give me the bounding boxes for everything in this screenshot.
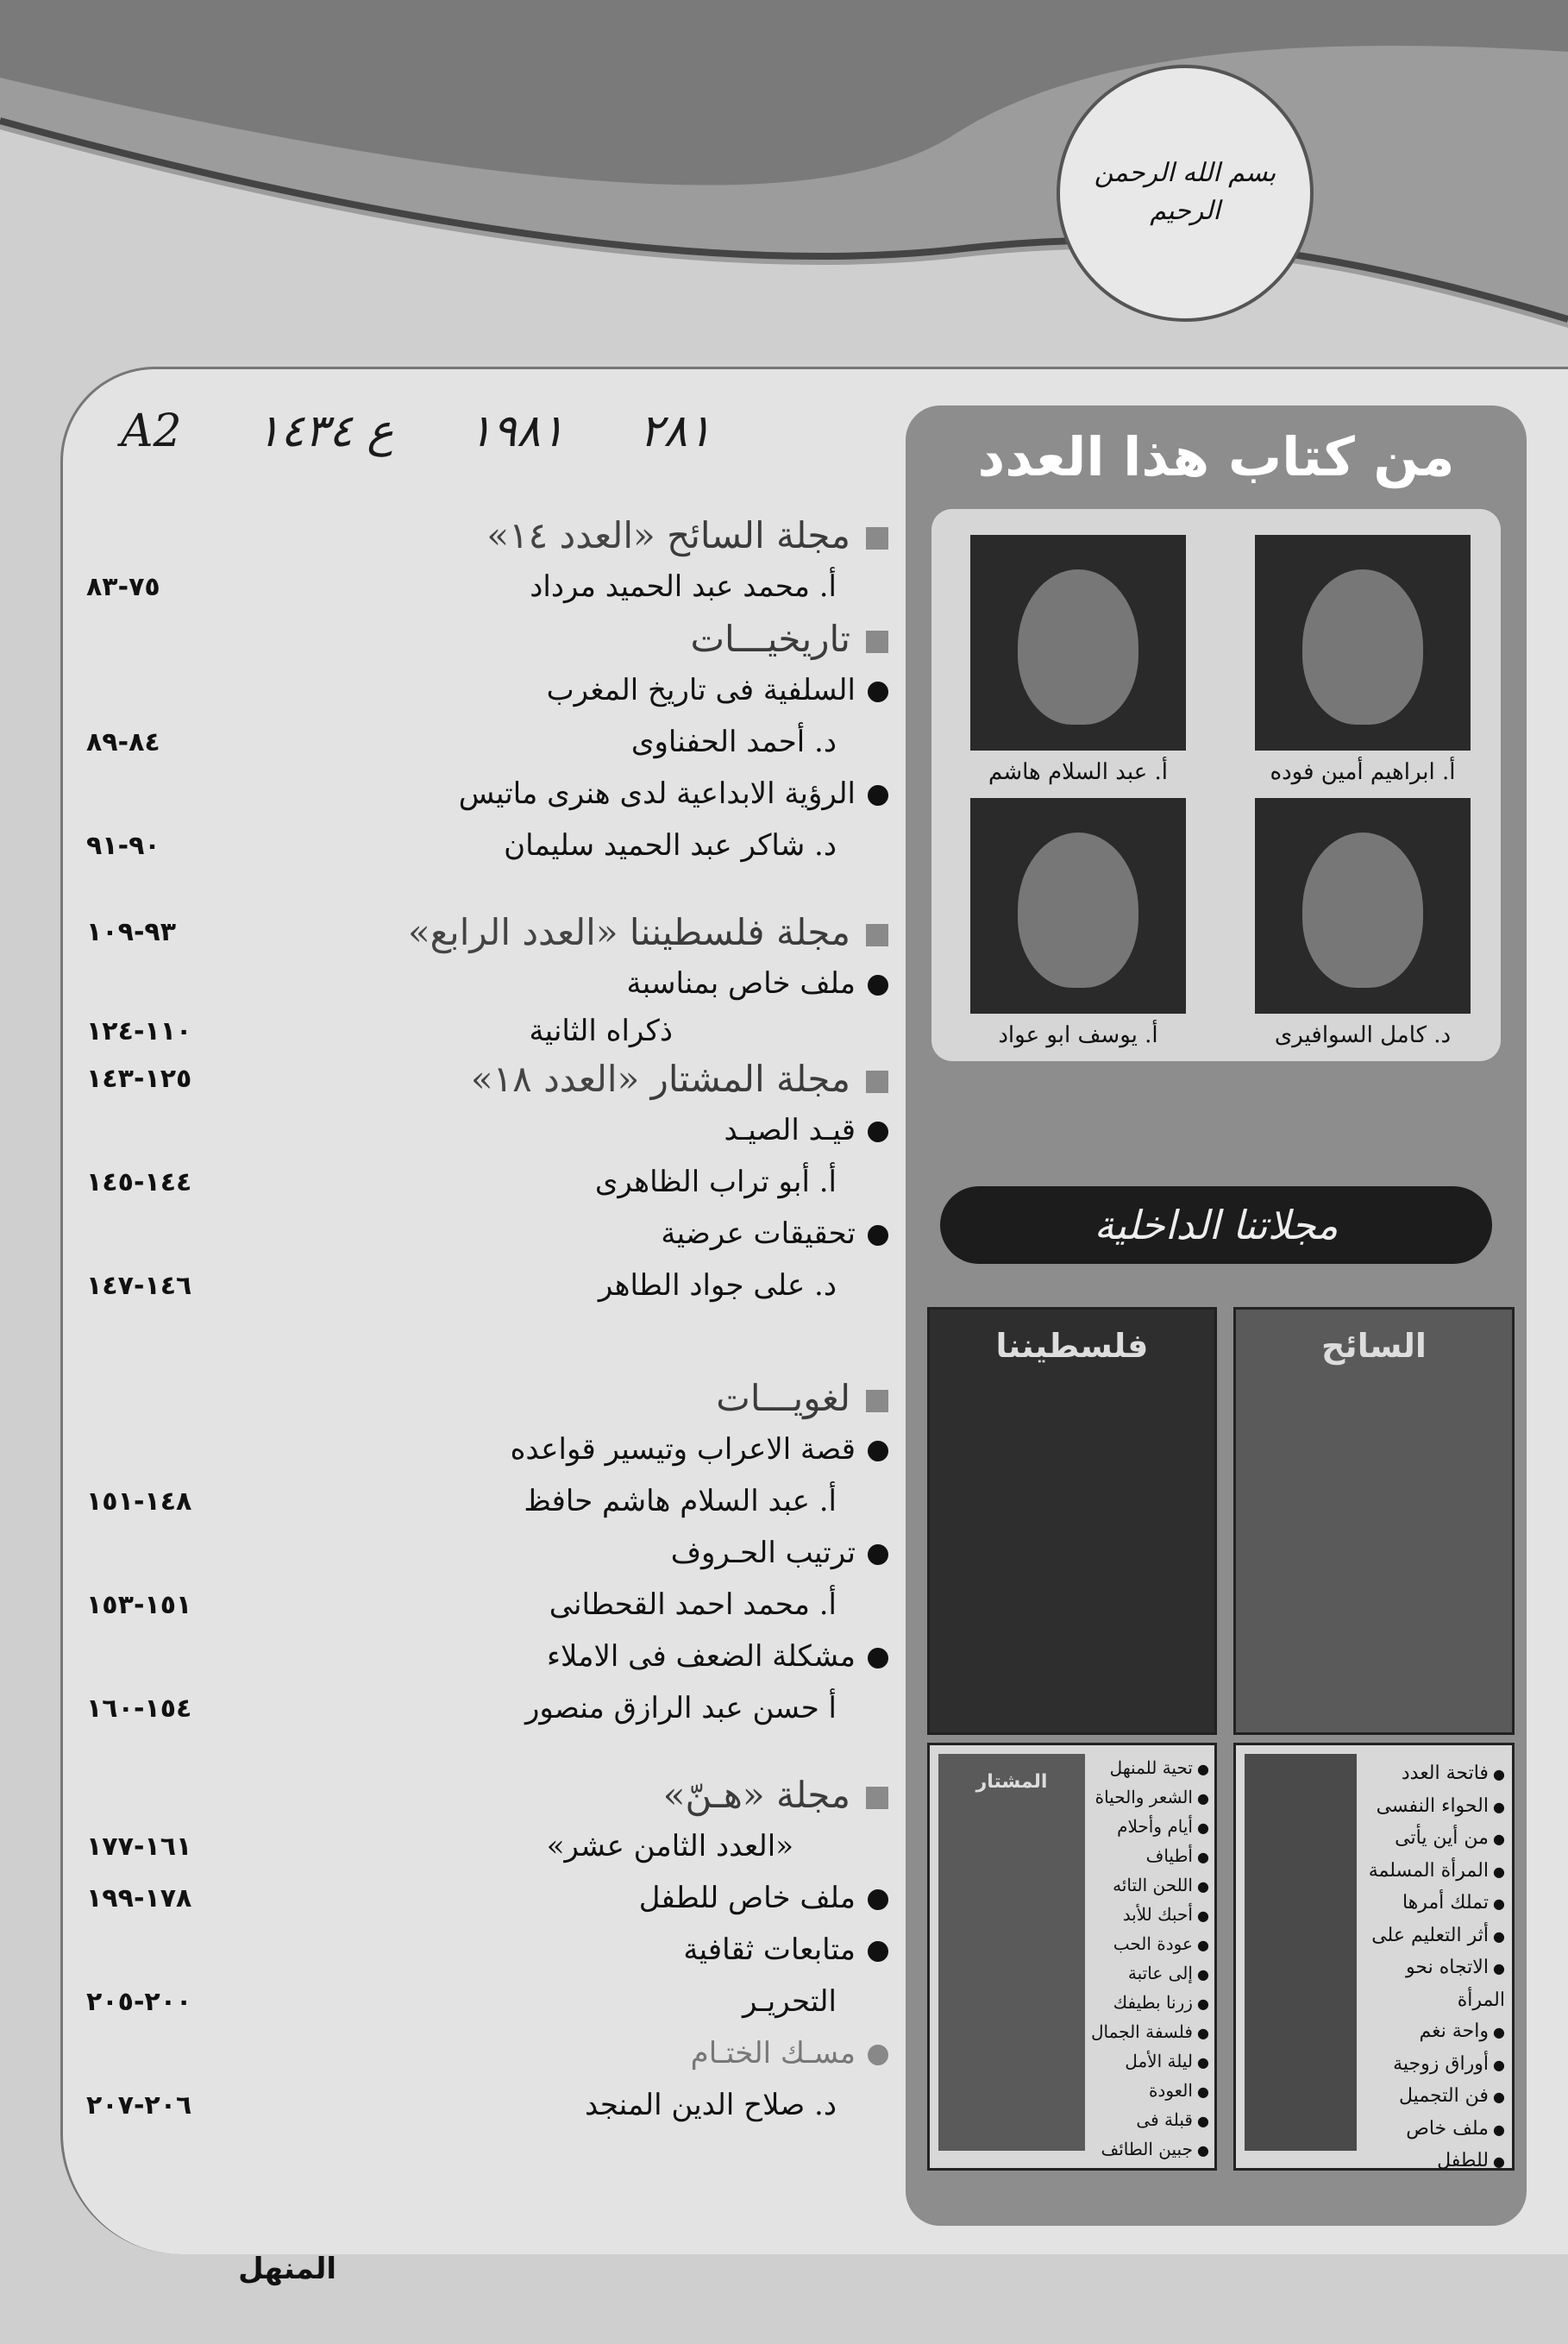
right-panel — [906, 405, 1527, 2226]
toc-item: السلفية فى تاريخ المغرب — [86, 664, 888, 716]
top-decorative-band — [0, 0, 1568, 362]
round-bullet-icon — [868, 1648, 888, 1668]
round-bullet-icon — [868, 785, 888, 806]
handwritten-note-4: A2 — [121, 405, 182, 457]
mushtar-contents-list: ● تحية للمنهل ● الشعر والحياة ● أيام وأحلام ● أطياف ● اللحن التائه ● أحبك للأبد ● عودة الحب ● إلى عاتبة ● زرنا بطيفك ● فلسفة الجمال ● ليلة الأمل ● العودة ● قبلة فى ● جبين الطائف — [1088, 1754, 1209, 2165]
toc-item: الرؤية الابداعية لدى هنرى ماتيس — [86, 768, 888, 820]
toc-item: قصة الاعراب وتيسير قواعده — [86, 1423, 888, 1475]
toc-section-linguistics: لغويـــات — [86, 1372, 888, 1423]
footer-logo: المنهل — [238, 2252, 336, 2286]
round-bullet-icon — [868, 1941, 888, 1962]
round-bullet-icon — [868, 2045, 888, 2065]
handwritten-note-3: ع ١٤٣٤ — [256, 405, 394, 457]
toc-section-mushtar: مجلة المشتار «العدد ١٨» ١٢٥-١٤٣ — [86, 1053, 888, 1104]
round-bullet-icon — [868, 975, 888, 996]
toc-author: «العدد الثامن عشر» ١٦١-١٧٧ — [86, 1829, 793, 1863]
square-bullet-icon — [866, 1071, 888, 1093]
inner-magazines-heading: مجلاتنا الداخلية — [940, 1186, 1492, 1264]
toc-section-saeh: مجلة السائح «العدد ١٤» — [86, 509, 888, 561]
toc-author: أ. محمد عبد الحميد مرداد ٧٥-٨٣ — [86, 569, 837, 604]
writer-photo — [970, 798, 1186, 1014]
writer-caption: أ. يوسف ابو عواد — [998, 1022, 1158, 1048]
toc-author: التحريـر ٢٠٠-٢٠٥ — [86, 1984, 837, 2019]
round-bullet-icon — [868, 1544, 888, 1565]
writer-photo — [1255, 798, 1471, 1014]
hunna-cover — [1233, 1743, 1515, 2171]
hunna-contents-list: ● فاتحة العدد ● الحواء النفسى ● من أين يأتى ● المرأة المسلمة ● تملك أمرها ● أثر التعليم على ● الاتجاه نحو المرأة ● واحة نغم ● أوراق زوجية ● فن التجميل ● ملف خاص ● للطفل — [1358, 1758, 1505, 2178]
handwritten-note-2: ١٩٨١ — [467, 405, 565, 457]
toc-item: مسـك الختـام — [86, 2027, 888, 2079]
writer-photo — [1255, 535, 1471, 751]
writers-heading: من كتاب هذا العدد — [977, 425, 1455, 488]
round-bullet-icon — [868, 1441, 888, 1461]
basmala-medallion — [1057, 65, 1314, 322]
toc-section-history: تاريخيـــات — [86, 613, 888, 664]
square-bullet-icon — [866, 527, 888, 550]
writer-caption: د. كامل السوافيرى — [1274, 1022, 1452, 1048]
toc-author: ذكراه الثانية ١١٠-١٢٤ — [86, 1014, 673, 1048]
toc-item: مشكلة الضعف فى الاملاء — [86, 1631, 888, 1682]
round-bullet-icon — [868, 1889, 888, 1910]
toc-author: أ حسن عبد الرازق منصور ١٥٤-١٦٠ — [86, 1691, 837, 1725]
toc-item: ملف خاص للطفل ١٧٨-١٩٩ — [86, 1872, 888, 1924]
round-bullet-icon — [868, 682, 888, 702]
saeh-cover: السائح — [1233, 1307, 1515, 1735]
mushtar-cover: المشتار ● تحية للمنهل ● الشعر والحياة ● أيام وأحلام ● أطياف ● اللحن التائه ● أحبك للأبد ● عودة الحب ● إلى عاتبة ● زرنا بطيفك ● فلسفة الجمال ● ليلة الأمل ● العودة ● قبلة فى ● جبين الطائف — [927, 1743, 1217, 2171]
filastinna-cover: فلسطيننا — [927, 1307, 1217, 1735]
writers-photos — [931, 509, 1501, 1061]
writer-photo — [970, 535, 1186, 751]
toc-item: قيـد الصيـد — [86, 1104, 888, 1156]
handwritten-annotation — [121, 405, 828, 474]
toc-item: تحقيقات عرضية — [86, 1208, 888, 1260]
handwritten-note-1: ٢٨١ — [639, 405, 712, 457]
table-of-contents — [86, 509, 888, 2148]
toc-author: أ. عبد السلام هاشم حافظ ١٤٨-١٥١ — [86, 1484, 837, 1518]
square-bullet-icon — [866, 631, 888, 653]
toc-author: د. شاكر عبد الحميد سليمان ٩٠-٩١ — [86, 828, 837, 863]
toc-author: د. على جواد الطاهر ١٤٦-١٤٧ — [86, 1268, 837, 1303]
toc-author: د. صلاح الدين المنجد ٢٠٦-٢٠٧ — [86, 2088, 837, 2122]
toc-author: د. أحمد الحفناوى ٨٤-٨٩ — [86, 725, 837, 759]
writer-caption: أ. عبد السلام هاشم — [988, 759, 1168, 785]
round-bullet-icon — [868, 1122, 888, 1142]
square-bullet-icon — [866, 1390, 888, 1412]
square-bullet-icon — [866, 924, 888, 946]
toc-item: متابعات ثقافية — [86, 1924, 888, 1976]
basmala-calligraphy: بسم الله الرحمن الرحيم — [1094, 158, 1276, 226]
toc-author: أ. محمد احمد القحطانى ١٥١-١٥٣ — [86, 1587, 837, 1622]
round-bullet-icon — [868, 1225, 888, 1246]
toc-author: أ. أبو تراب الظاهرى ١٤٤-١٤٥ — [86, 1165, 837, 1199]
toc-item: ترتيب الحـروف — [86, 1527, 888, 1579]
toc-section-filastinna: مجلة فلسطيننا «العدد الرابع» ٩٣-١٠٩ — [86, 906, 888, 958]
writer-caption: أ. ابراهيم أمين فوده — [1270, 759, 1456, 785]
toc-item: ملف خاص بمناسبة — [86, 958, 888, 1009]
square-bullet-icon — [866, 1787, 888, 1809]
toc-section-hunna: مجلة «هـنّ» — [86, 1769, 888, 1820]
